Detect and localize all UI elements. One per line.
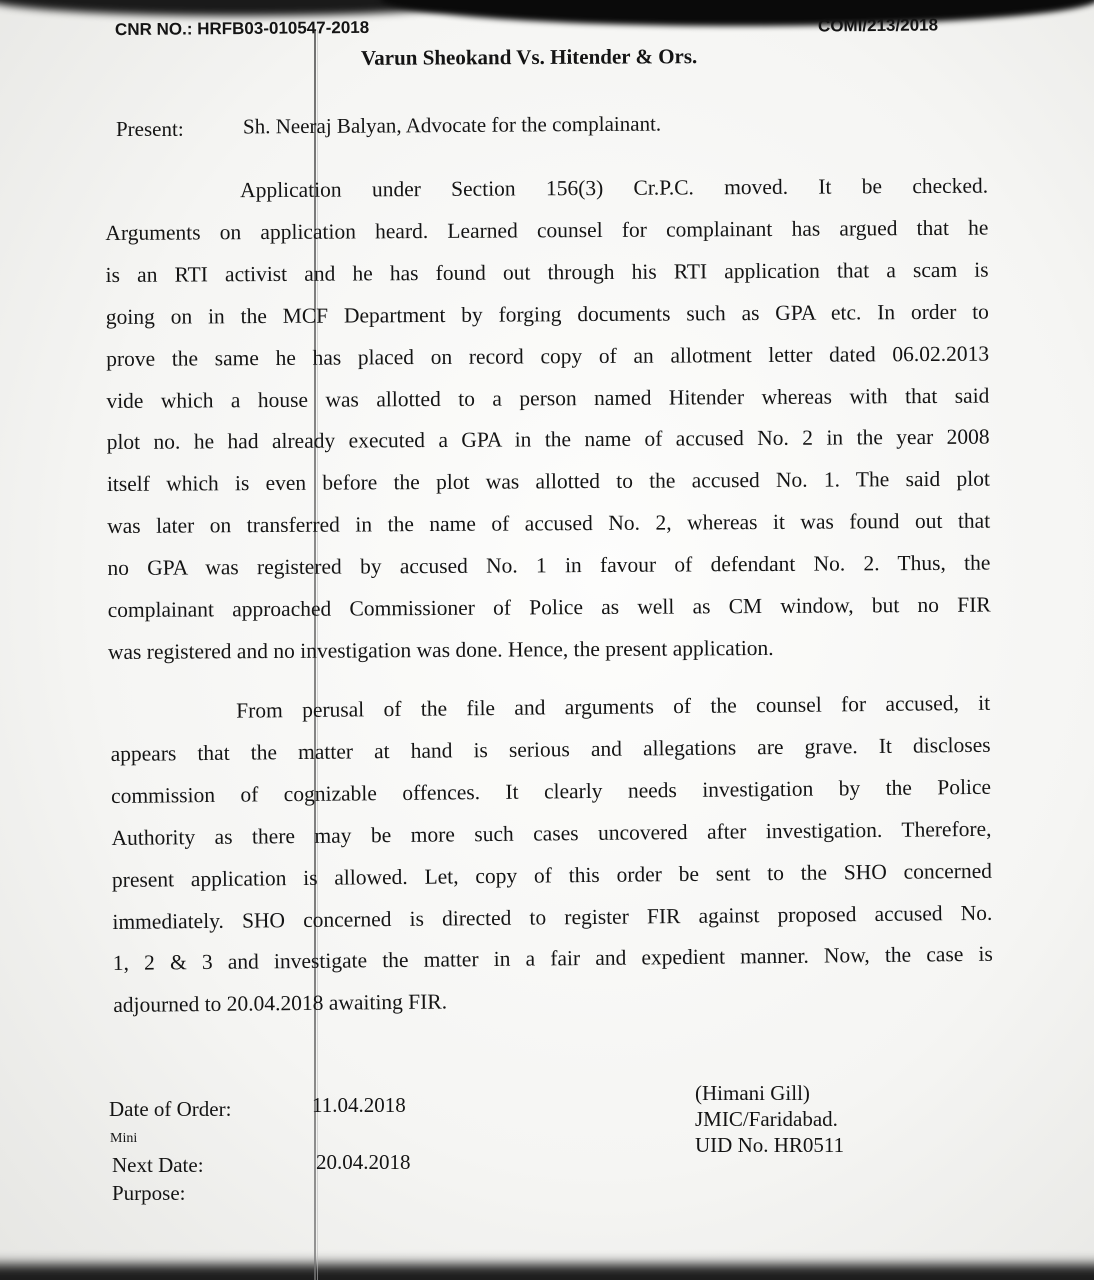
cnr-number: CNR NO.: HRFB03-010547-2018 bbox=[114, 17, 370, 40]
paragraph-line: was registered and no investigation was done. Hence, the present application. bbox=[107, 635, 774, 664]
judge-uid: UID No. HR0511 bbox=[695, 1133, 845, 1157]
signature-block bbox=[695, 1080, 844, 1158]
paragraph-line: plot no. he had already executed a GPA in the name of accused No. 2 in the year 2008 bbox=[106, 425, 990, 455]
paragraph-line: vide which a house was allotted to a person named Hitender whereas with that said bbox=[106, 383, 990, 413]
date-of-order-value: 11.04.2018 bbox=[312, 1093, 406, 1117]
paragraph-line: was later on transferred in the name of accused No. 2, whereas it was found out that bbox=[107, 508, 991, 539]
paragraph-line: appears that the matter at hand is serious and allegations are grave. It discloses bbox=[110, 732, 991, 766]
top-edge-shadow bbox=[380, 0, 1094, 26]
judge-name: (Himani Gill) bbox=[695, 1081, 810, 1105]
present-text: Sh. Neeraj Balyan, Advocate for the complainant. bbox=[242, 111, 662, 139]
paragraph-line: Arguments on application heard. Learned counsel for complainant has argued that he bbox=[105, 215, 989, 245]
paragraph-line: From perusal of the file and arguments of the counsel for accused, it bbox=[236, 690, 991, 723]
paragraph-line: is an RTI activist and he has found out through his RTI application that a scam is bbox=[105, 257, 989, 287]
paragraph-line: 1, 2 & 3 and investigate the matter in a fair and expedient manner. Now, the case is bbox=[112, 942, 993, 976]
date-of-order-label: Date of Order: bbox=[109, 1097, 232, 1121]
next-date-label: Next Date: bbox=[112, 1153, 204, 1177]
paragraph-line: Application under Section 156(3) Cr.P.C. moved. It be checked. bbox=[240, 173, 989, 203]
judge-designation: JMIC/Faridabad. bbox=[695, 1107, 838, 1131]
paragraph-line: adjourned to 20.04.2018 awaiting FIR. bbox=[113, 989, 448, 1018]
paragraph-line: complainant approached Commissioner of Police as well as CM window, but no FIR bbox=[107, 592, 991, 623]
purpose-label: Purpose: bbox=[112, 1181, 186, 1205]
paragraph-line: itself which is even before the plot was allotted to the accused No. 1. The said plot bbox=[106, 466, 990, 497]
case-title: Varun Sheokand Vs. Hitender & Ors. bbox=[360, 44, 698, 70]
paragraph-line: immediately. SHO concerned is directed to register FIR against proposed accused No. bbox=[112, 900, 993, 934]
next-date-value: 20.04.2018 bbox=[316, 1150, 411, 1174]
order-paragraph-2 bbox=[110, 683, 993, 1027]
paragraph-line: commission of cognizable offences. It clearly needs investigation by the Police bbox=[110, 774, 992, 808]
case-number: COMI/213/2018 bbox=[817, 15, 939, 36]
paragraph-line: no GPA was registered by accused No. 1 in favour of defendant No. 2. Thus, the bbox=[107, 550, 991, 581]
paragraph-line: going on in the MCF Department by forging documents such as GPA etc. In order to bbox=[105, 299, 989, 329]
paragraph-line: prove the same he has placed on record copy of an allotment letter dated 06.02.2013 bbox=[106, 341, 990, 371]
order-paragraph-1 bbox=[105, 166, 991, 674]
present-label: Present: bbox=[116, 117, 184, 141]
paragraph-line: Authority as there may be more such cases uncovered after investigation. Therefore, bbox=[111, 816, 992, 850]
mini-note: Mini bbox=[110, 1131, 138, 1146]
bottom-edge-shadow bbox=[0, 1264, 1094, 1280]
paragraph-line: present application is allowed. Let, copy of this order be sent to the SHO concerned bbox=[111, 858, 993, 892]
